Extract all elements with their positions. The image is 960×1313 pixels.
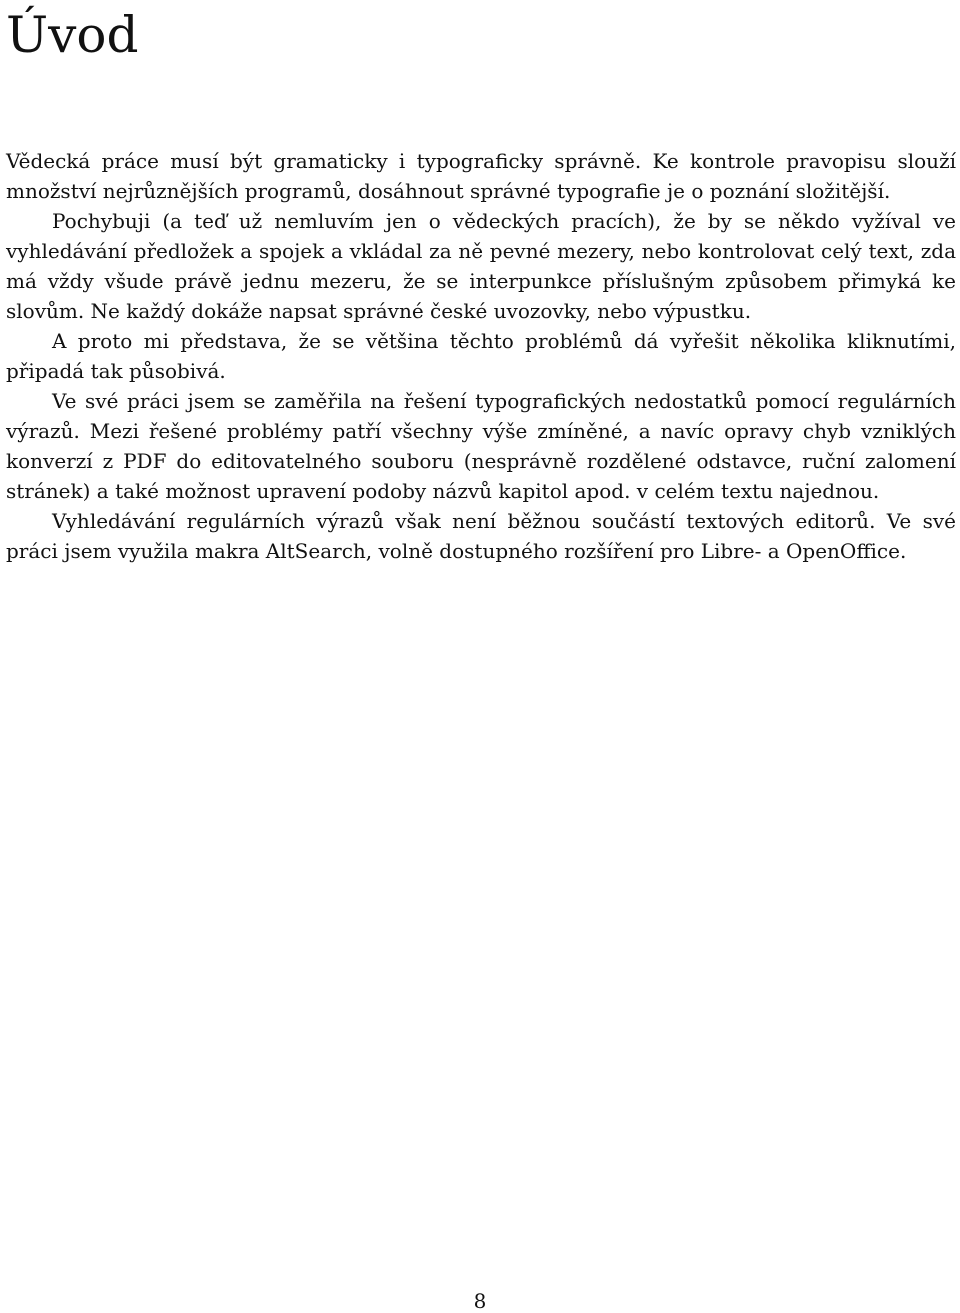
paragraph-2: Pochybuji (a teď už nemluvím jen o vědeckých pracích), že by se někdo vyžíval ve vyhledávání předložek a spojek a vkládal za ně pevné mezery, nebo kontrolovat celý text, zda má vždy všude právě jednu mezeru, že se interpunkce příslušným způsobem přimyká ke slovům. Ne každý dokáže napsat správné české uvozovky, nebo výpustku. (6, 209, 956, 323)
paragraph-1: Vědecká práce musí být gramaticky i typograficky správně. Ke kontrole pravopisu slouží množství nejrůznějších programů, dosáhnout správné typografie je o poznání složitější. (6, 149, 956, 203)
paragraph-3: A proto mi představa, že se většina těchto problémů dá vyřešit několika kliknutími, připadá tak působivá. (6, 329, 956, 383)
page-number: 8 (473, 1289, 487, 1313)
body-text (6, 146, 956, 566)
paragraph-5: Vyhledávání regulárních výrazů však není běžnou součástí textových editorů. Ve své práci jsem využila makra AltSearch, volně dostupného rozšíření pro Libre- a OpenOffice. (6, 509, 956, 563)
paragraph-4: Ve své práci jsem se zaměřila na řešení typografických nedostatků pomocí regulárních výrazů. Mezi řešené problémy patří všechny výše zmíněné, a navíc opravy chyb vzniklých konverzí z PDF do editovatelného souboru (nesprávně rozdělené odstavce, ruční zalomení stránek) a také možnost upravení podoby názvů kapitol apod. v celém textu najednou. (6, 389, 956, 503)
chapter-title: Úvod (6, 6, 139, 64)
